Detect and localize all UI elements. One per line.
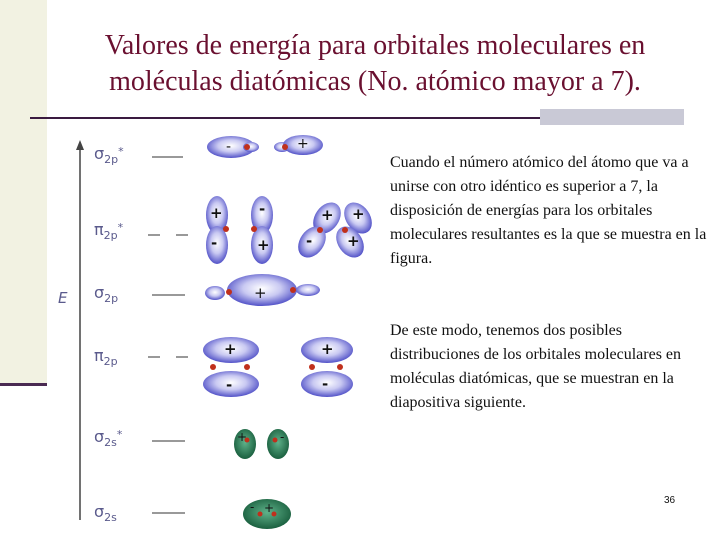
svg-text:+: + [321,206,334,224]
sigma-2s-orbital [243,499,291,529]
svg-text:+: + [321,340,334,358]
svg-text:+: + [352,205,365,223]
svg-text:σ2p*: $\sigma_{2p}^*$ [94,144,124,166]
title-rule-accent [540,109,684,125]
level-sigma-2s [94,502,185,524]
pi-2p-orbital-right [301,337,353,397]
svg-text:+: + [297,136,309,152]
svg-text:+: + [254,284,267,302]
svg-text:-: - [306,232,313,250]
title-line-1: Valores de energía para orbitales moleculares en [104,30,646,61]
page-number: 36 [664,495,676,506]
svg-text:-: - [259,200,266,218]
svg-text:-: - [250,500,255,514]
level-pi-2p [94,346,188,368]
svg-text:+: + [237,430,248,444]
level-pi-2p-star [94,220,188,242]
svg-text:-: - [226,376,233,394]
energy-axis-label: E [58,289,68,307]
svg-text:π2p*: $\pi_{2p}^*$ [94,220,124,242]
svg-text:σ2s*: $\sigma_{2s}^*$ [94,427,123,449]
description-paragraph-2: De este modo, tenemos dos posibles distribuciones de los orbitales moleculares en moléculas diatómicas, que se muestran en la diapositiva siguiente. [390,322,682,411]
svg-text:+: + [264,501,275,515]
svg-text:σ2p: $\sigma_{2p}$ [94,283,119,305]
left-band-underline [0,383,47,386]
pi-2p-star-orbital-left [206,196,273,264]
level-sigma-2s-star [94,427,185,449]
description-paragraph-1: Cuando el número atómico del átomo que va a unirse con otro idéntico es superior a 7, la disposición de energías para los orbitales moleculares resultantes es la que se muestra en la figura. [390,154,707,267]
sigma-2p-star-orbital [207,135,323,158]
svg-text:π2p: $\pi_{2p}$ [94,346,118,368]
energy-axis-arrow [76,140,84,150]
svg-text:-: - [226,139,232,155]
sigma-2s-star-orbital [234,429,289,459]
svg-text:+: + [347,232,360,250]
svg-text:+: + [224,340,237,358]
orbital-energy-diagram [50,132,380,532]
sigma-2p-orbital [205,274,320,306]
svg-text:+: + [210,204,223,222]
svg-text:σ2s: $\sigma_{2s}$ [94,502,117,524]
title-line-2: moléculas diatómicas (No. atómico mayor a 7). [109,66,641,97]
svg-text:-: - [211,234,218,252]
level-sigma-2p [94,283,185,305]
level-sigma-2p-star [94,144,183,166]
svg-text:-: - [280,430,285,444]
svg-text:+: + [257,236,270,254]
pi-2p-orbital-left [203,337,259,397]
pi-2p-star-orbital-right [292,197,377,263]
svg-text:-: - [322,375,329,393]
slide-title [30,28,720,100]
